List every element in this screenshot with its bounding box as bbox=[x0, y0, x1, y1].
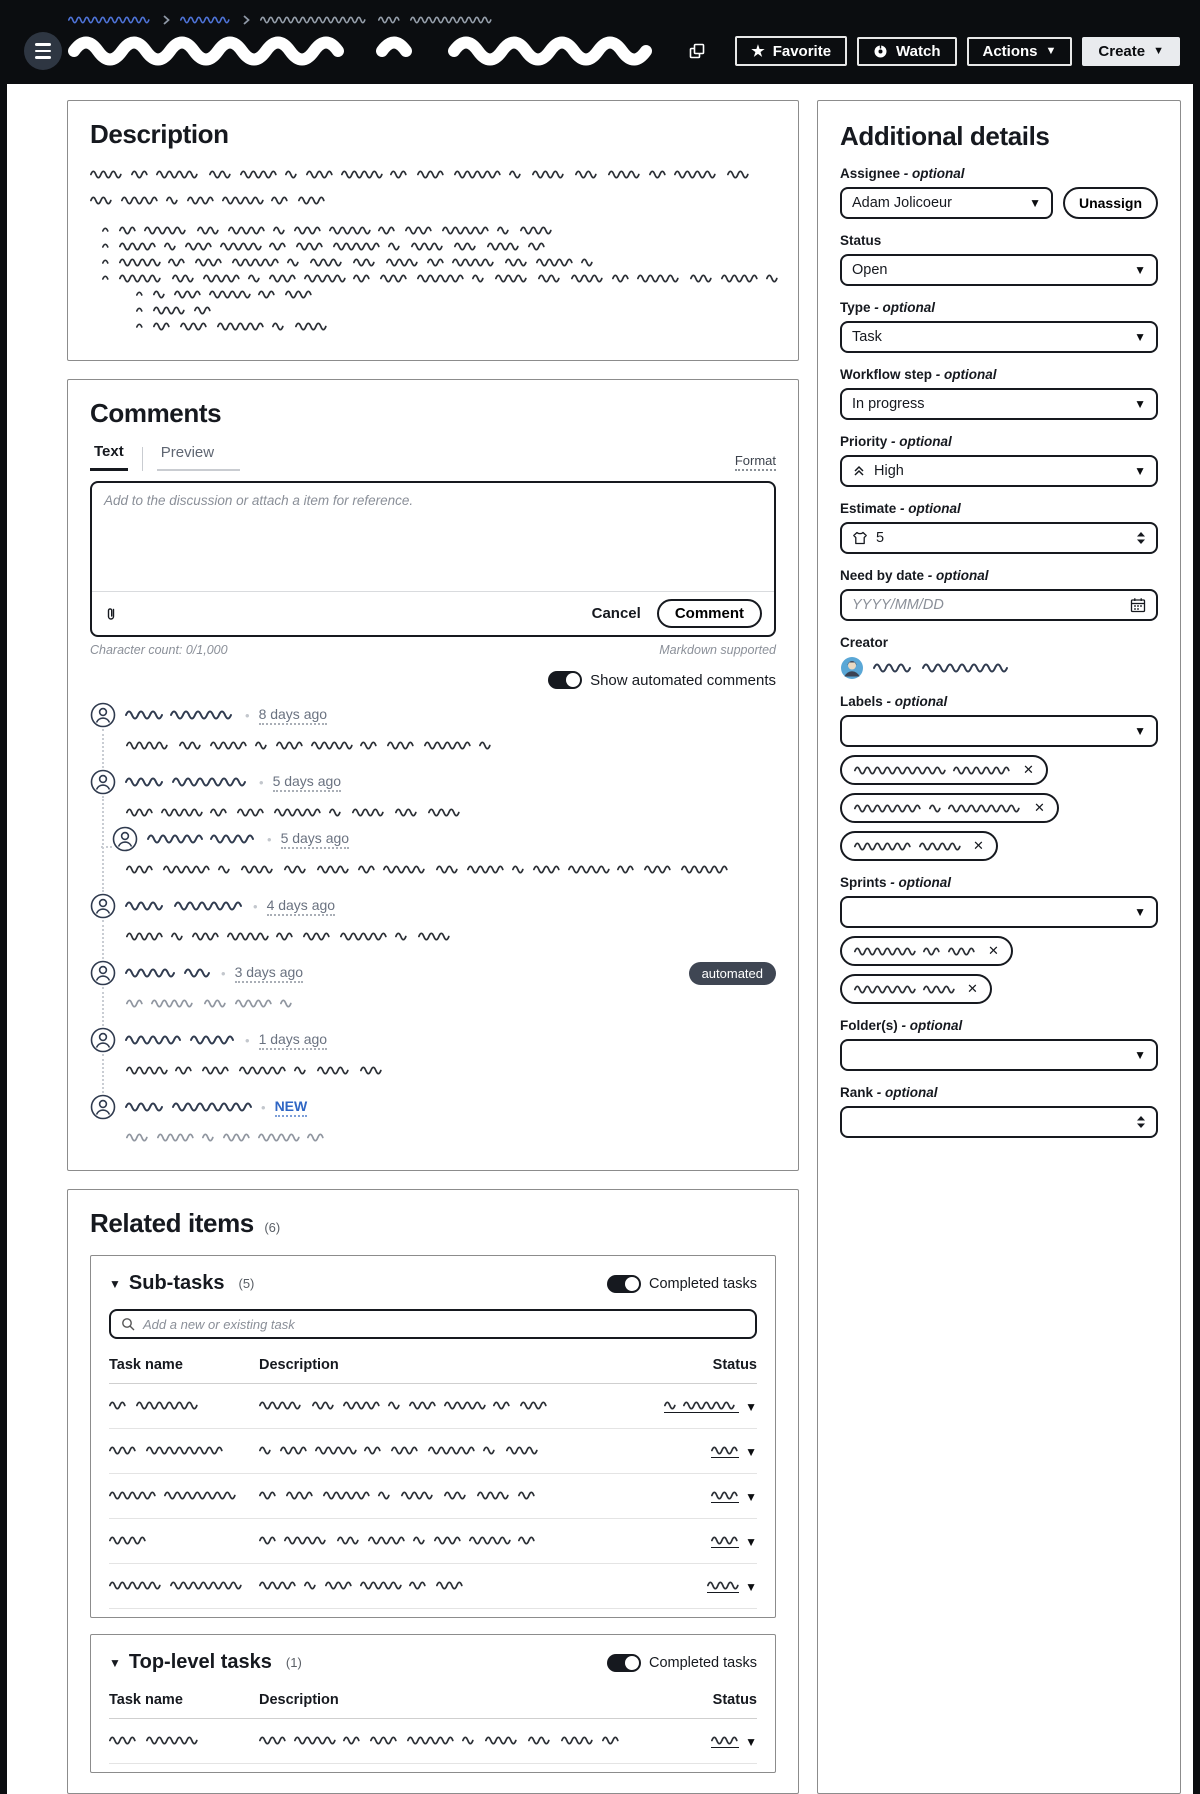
status-dropdown[interactable] bbox=[711, 1735, 757, 1749]
cancel-button[interactable]: Cancel bbox=[591, 605, 641, 622]
unassign-button[interactable]: Unassign bbox=[1063, 187, 1158, 219]
hamburger-menu-button[interactable] bbox=[24, 32, 62, 70]
calendar-icon[interactable] bbox=[1130, 597, 1146, 613]
stepper-icon bbox=[1136, 1115, 1146, 1129]
label-chip[interactable] bbox=[840, 831, 998, 861]
priority-high-icon bbox=[852, 464, 866, 478]
comment-timestamp[interactable]: 3 days ago bbox=[235, 964, 304, 983]
comment-body bbox=[126, 932, 454, 941]
chevron-down-icon: ▼ bbox=[1153, 45, 1164, 57]
chevron-down-icon: ▼ bbox=[1029, 196, 1041, 210]
sprint-chips bbox=[840, 936, 1158, 1004]
breadcrumb-link[interactable] bbox=[180, 16, 232, 24]
related-items-count: (6) bbox=[264, 1220, 281, 1235]
close-icon[interactable]: ✕ bbox=[1034, 800, 1045, 815]
comment-item: • 5 days ago • 5 days ago bbox=[90, 762, 776, 886]
actions-button[interactable]: Actions ▼ bbox=[967, 37, 1073, 66]
chevron-down-icon: ▼ bbox=[745, 1445, 757, 1459]
comment-composer bbox=[90, 481, 776, 637]
comment-item: • NEW bbox=[90, 1087, 776, 1154]
chevron-down-icon: ▼ bbox=[1134, 263, 1146, 277]
completed-tasks-toggle[interactable] bbox=[607, 1275, 641, 1293]
chevron-down-icon: ▼ bbox=[745, 1735, 757, 1749]
comment-body bbox=[126, 1066, 386, 1075]
toplevel-tasks-title: Top-level tasks bbox=[128, 1651, 272, 1673]
user-avatar-icon bbox=[90, 893, 116, 919]
comment-body bbox=[126, 808, 462, 817]
chevron-down-icon: ▼ bbox=[1134, 397, 1146, 411]
tshirt-icon bbox=[852, 531, 868, 545]
user-avatar-icon bbox=[90, 960, 116, 986]
estimate-label: Estimate - optional bbox=[840, 501, 961, 516]
workflow-step-select[interactable]: In progress ▼ bbox=[840, 388, 1158, 420]
comment-reply: • 5 days ago bbox=[112, 826, 776, 879]
table-row[interactable] bbox=[109, 1429, 757, 1474]
comment-author bbox=[125, 901, 244, 911]
tab-preview[interactable]: Preview bbox=[157, 444, 240, 471]
page-title bbox=[68, 36, 735, 66]
show-automated-comments-toggle[interactable] bbox=[548, 671, 582, 689]
labels-label: Labels - optional bbox=[840, 694, 948, 709]
chevron-down-icon: ▼ bbox=[745, 1535, 757, 1549]
close-icon[interactable]: ✕ bbox=[973, 838, 984, 853]
need-by-date-label: Need by date - optional bbox=[840, 568, 989, 583]
comment-timestamp[interactable]: 4 days ago bbox=[267, 897, 336, 916]
status-label: Status bbox=[840, 233, 882, 248]
favorite-button[interactable]: ★ Favorite bbox=[735, 36, 847, 66]
comment-submit-button[interactable]: Comment bbox=[657, 599, 762, 628]
priority-label: Priority - optional bbox=[840, 434, 952, 449]
type-select[interactable]: Task ▼ bbox=[840, 321, 1158, 353]
type-label: Type - optional bbox=[840, 300, 936, 315]
workflow-step-label: Workflow step - optional bbox=[840, 367, 997, 382]
chevron-down-icon: ▼ bbox=[1134, 330, 1146, 344]
chevron-down-icon: ▼ bbox=[745, 1400, 757, 1414]
label-chips bbox=[840, 755, 1158, 861]
comment-item: • 3 days ago automated bbox=[90, 953, 776, 1020]
assignee-label: Assignee - optional bbox=[840, 166, 965, 181]
table-row[interactable] bbox=[109, 1719, 757, 1764]
table-row[interactable] bbox=[109, 1384, 757, 1429]
related-items-panel bbox=[67, 1189, 799, 1794]
title-bar bbox=[24, 32, 1180, 70]
column-header: Status bbox=[627, 1353, 757, 1384]
description-text bbox=[90, 170, 751, 179]
comments-title: Comments bbox=[90, 398, 222, 428]
star-icon: ★ bbox=[751, 43, 765, 60]
automated-badge: automated bbox=[689, 962, 776, 985]
main-content bbox=[7, 84, 1193, 1794]
collapse-chevron-icon[interactable]: ▼ bbox=[109, 1276, 121, 1291]
chevron-down-icon: ▼ bbox=[745, 1490, 757, 1504]
creator-row bbox=[840, 656, 1158, 680]
labels-select[interactable] bbox=[840, 715, 1158, 747]
show-automated-comments-label: Show automated comments bbox=[590, 671, 776, 689]
app-header bbox=[0, 0, 1200, 84]
additional-details-title: Additional details bbox=[840, 121, 1050, 151]
add-task-input[interactable]: Add a new or existing task bbox=[109, 1309, 757, 1339]
column-header: Status bbox=[627, 1688, 757, 1719]
comment-item: • 4 days ago bbox=[90, 886, 776, 953]
tab-text[interactable]: Text bbox=[90, 443, 128, 471]
sprint-chip[interactable] bbox=[840, 936, 1013, 966]
comment-timestamp[interactable]: 5 days ago bbox=[273, 773, 342, 792]
status-dropdown[interactable] bbox=[711, 1535, 757, 1549]
page-title-text bbox=[68, 36, 674, 66]
column-header: Task name bbox=[109, 1353, 259, 1384]
column-header: Description bbox=[259, 1688, 627, 1719]
toplevel-tasks-panel bbox=[90, 1634, 776, 1773]
subtasks-count: (5) bbox=[238, 1276, 255, 1291]
creator-label: Creator bbox=[840, 635, 889, 650]
status-dropdown[interactable] bbox=[711, 1490, 757, 1504]
comment-item: • 1 days ago bbox=[90, 1020, 776, 1087]
comment-timestamp[interactable]: 5 days ago bbox=[281, 830, 350, 849]
comment-body bbox=[126, 999, 294, 1008]
user-avatar-icon bbox=[90, 1027, 116, 1053]
estimate-stepper[interactable]: 5 bbox=[840, 522, 1158, 554]
need-by-date-input[interactable]: YYYY/MM/DD bbox=[840, 589, 1158, 621]
copy-icon[interactable] bbox=[688, 42, 706, 60]
description-title: Description bbox=[90, 119, 229, 149]
chevron-down-icon: ▼ bbox=[1045, 45, 1057, 57]
toplevel-tasks-count: (1) bbox=[285, 1655, 302, 1670]
create-button[interactable]: Create ▼ bbox=[1082, 37, 1180, 66]
comment-author bbox=[125, 777, 250, 787]
column-header: Task name bbox=[109, 1688, 259, 1719]
header-actions bbox=[735, 36, 1180, 66]
label-chip[interactable] bbox=[840, 793, 1059, 823]
subtasks-table bbox=[109, 1353, 757, 1609]
chevron-down-icon: ▼ bbox=[1134, 905, 1146, 919]
user-avatar-icon bbox=[90, 702, 116, 728]
label-chip[interactable] bbox=[840, 755, 1048, 785]
close-icon[interactable]: ✕ bbox=[1023, 762, 1034, 777]
search-icon bbox=[121, 1317, 135, 1331]
assignee-select[interactable]: Adam Jolicoeur ▼ bbox=[840, 187, 1053, 219]
subtasks-panel bbox=[90, 1255, 776, 1618]
additional-details-panel bbox=[817, 100, 1181, 1794]
chevron-down-icon: ▼ bbox=[1134, 1048, 1146, 1062]
close-icon[interactable]: ✕ bbox=[967, 981, 978, 996]
comment-list bbox=[90, 695, 776, 1154]
description-list bbox=[90, 226, 776, 331]
breadcrumb bbox=[68, 10, 1180, 30]
comment-new-label[interactable]: NEW bbox=[275, 1098, 308, 1117]
creator-avatar bbox=[840, 656, 864, 680]
markdown-note: Markdown supported bbox=[659, 643, 776, 657]
toplevel-tasks-table bbox=[109, 1688, 757, 1764]
table-row[interactable] bbox=[109, 1519, 757, 1564]
subtasks-title: Sub-tasks bbox=[128, 1272, 225, 1294]
completed-tasks-label: Completed tasks bbox=[649, 1654, 757, 1671]
status-dropdown[interactable] bbox=[664, 1400, 757, 1414]
description-text bbox=[90, 196, 328, 205]
comment-item: • 8 days ago bbox=[90, 695, 776, 762]
paperclip-icon[interactable] bbox=[104, 606, 118, 622]
status-dropdown[interactable] bbox=[711, 1445, 757, 1459]
comment-author bbox=[125, 1035, 236, 1045]
stepper-icon bbox=[1136, 531, 1146, 545]
chevron-down-icon: ▼ bbox=[745, 1580, 757, 1594]
table-row[interactable] bbox=[109, 1474, 757, 1519]
status-select[interactable]: Open ▼ bbox=[840, 254, 1158, 286]
priority-select[interactable]: High ▼ bbox=[840, 455, 1158, 487]
chevron-down-icon: ▼ bbox=[1134, 464, 1146, 478]
rank-stepper[interactable] bbox=[840, 1106, 1158, 1138]
comment-author bbox=[147, 834, 258, 844]
sprints-select[interactable] bbox=[840, 896, 1158, 928]
watch-button[interactable]: Watch bbox=[857, 37, 956, 66]
comment-timestamp[interactable]: 8 days ago bbox=[259, 706, 328, 725]
chevron-down-icon: ▼ bbox=[1134, 724, 1146, 738]
user-avatar-icon bbox=[112, 826, 138, 852]
folders-select[interactable] bbox=[840, 1039, 1158, 1071]
breadcrumb-link[interactable] bbox=[68, 16, 152, 24]
comment-body bbox=[126, 741, 495, 750]
creator-name bbox=[873, 663, 1010, 673]
comment-input[interactable]: Add to the discussion or attach a item for reference. bbox=[104, 493, 414, 508]
rank-label: Rank - optional bbox=[840, 1085, 938, 1100]
comment-author bbox=[125, 1102, 252, 1112]
close-icon[interactable]: ✕ bbox=[988, 943, 999, 958]
comment-author bbox=[125, 710, 236, 720]
character-count: Character count: 0/1,000 bbox=[90, 643, 228, 657]
user-avatar-icon bbox=[90, 769, 116, 795]
sprints-label: Sprints - optional bbox=[840, 875, 952, 890]
watch-icon bbox=[873, 44, 888, 59]
comment-author bbox=[125, 968, 212, 978]
table-row[interactable] bbox=[109, 1564, 757, 1609]
sprint-chip[interactable] bbox=[840, 974, 992, 1004]
breadcrumb-current bbox=[260, 16, 494, 24]
column-header: Description bbox=[259, 1353, 627, 1384]
comment-body bbox=[126, 1133, 327, 1142]
completed-tasks-label: Completed tasks bbox=[649, 1275, 757, 1292]
related-items-title: Related items bbox=[90, 1208, 254, 1238]
comments-panel bbox=[67, 379, 799, 1171]
collapse-chevron-icon[interactable]: ▼ bbox=[109, 1655, 121, 1670]
chevron-right-icon bbox=[242, 14, 250, 26]
comment-timestamp[interactable]: 1 days ago bbox=[259, 1031, 328, 1050]
comment-tabs bbox=[90, 443, 776, 471]
description-panel bbox=[67, 100, 799, 361]
comment-body bbox=[126, 865, 729, 874]
completed-tasks-toggle[interactable] bbox=[607, 1654, 641, 1672]
folders-label: Folder(s) - optional bbox=[840, 1018, 963, 1033]
format-link[interactable]: Format bbox=[735, 453, 776, 471]
user-avatar-icon bbox=[90, 1094, 116, 1120]
status-dropdown[interactable] bbox=[707, 1580, 757, 1594]
chevron-right-icon bbox=[162, 14, 170, 26]
